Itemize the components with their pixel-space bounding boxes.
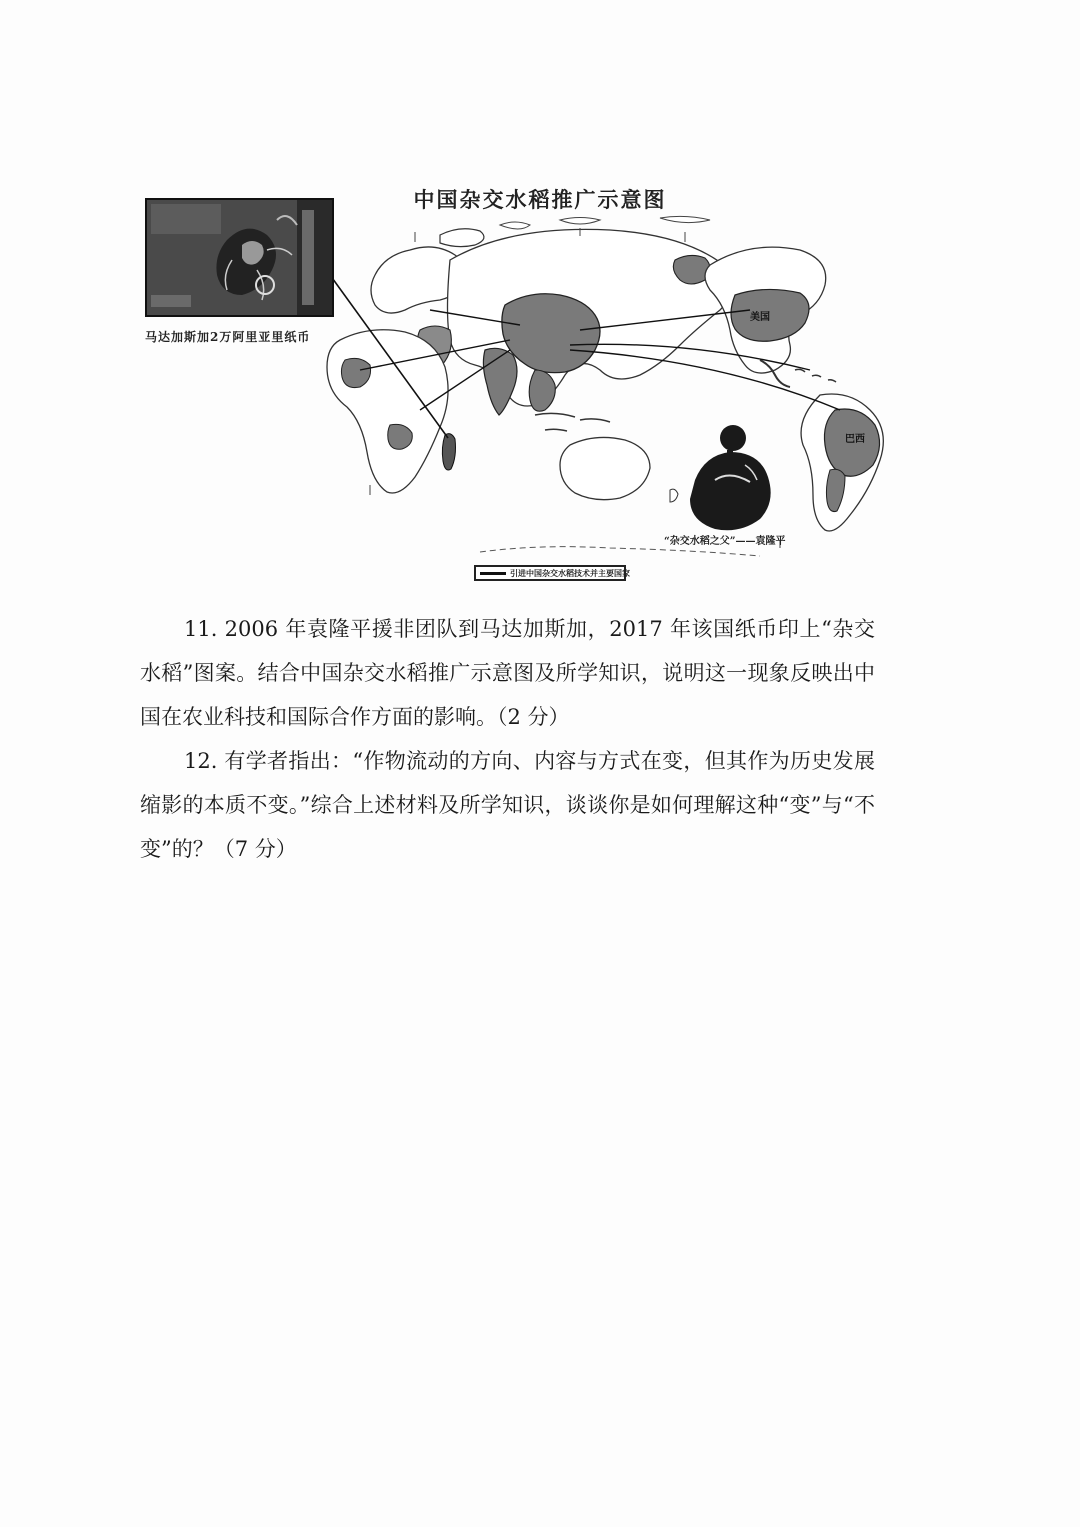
madagascar-banknote-image	[145, 198, 334, 317]
rice-promotion-figure	[140, 180, 930, 590]
figure-title: 中国杂交水稻推广示意图	[413, 187, 667, 212]
antarctica-outline	[480, 547, 760, 556]
map-legend	[474, 565, 630, 581]
brazil-label: 巴西	[845, 434, 865, 445]
question-12: 12. 有学者指出：“作物流动的方向、内容与方式在变，但其作为历史发展缩影的本质不变。”综合上述材料及所学知识，谈谈你是如何理解这种“变”与“不变”的？（7 分）	[140, 749, 875, 861]
madagascar-highlight	[442, 434, 455, 470]
arctic-islands	[500, 216, 710, 229]
indonesia-islands	[535, 413, 610, 431]
questions-section	[140, 607, 875, 871]
usa-highlight	[731, 289, 809, 341]
caribbean-islands	[795, 369, 836, 382]
usa-label: 美国	[750, 312, 770, 323]
question-11: 11. 2006 年袁隆平援非团队到马达加斯加，2017 年该国纸币印上“杂交水稻”图案。结合中国杂交水稻推广示意图及所学知识，说明这一现象反映出中国在农业科技和国际合作方面的影响。（2 分）	[140, 617, 875, 729]
legend-route-line	[480, 572, 506, 575]
legend-text: 引进中国杂交水稻技术并主要国家	[510, 567, 630, 578]
australia-land	[560, 437, 650, 499]
banknote-caption: 马达加斯加2万阿里亚里纸币	[145, 330, 311, 344]
south-asia-highlight	[483, 348, 517, 415]
new-zealand	[670, 489, 678, 502]
yuan-longping-portrait	[690, 425, 771, 530]
portrait-caption: “杂交水稻之父”——袁隆平	[664, 536, 786, 547]
greenland-outline	[440, 229, 484, 247]
